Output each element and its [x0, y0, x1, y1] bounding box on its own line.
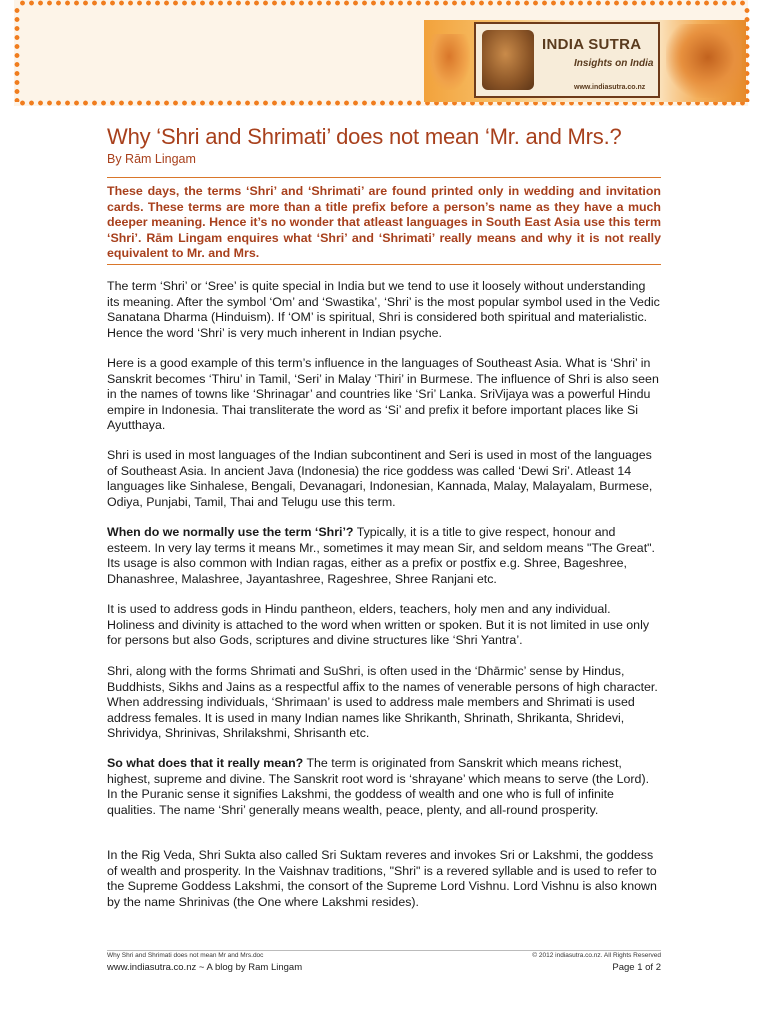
paragraph-5: It is used to address gods in Hindu pantheon, elders, teachers, holy men and any individual. Holiness and divinity is attached to the word when written or spoken. But it is not limited in use only for persons but also Gods, scriptures and divine structures like ‘Shri Yantra’.: [107, 602, 650, 648]
section-heading-meaning: So what does that it really mean?: [107, 756, 304, 770]
paragraph-2: Here is a good example of this term’s influence in the languages of Southeast Asia. What is ‘Shri’ in Sanskrit becomes ‘Thiru’ in Tamil, ‘Seri’ in Malay ‘Thiri’ in Burmese. The influence of Shri is also seen in the names of towns like ‘Shrinagar’ and countries like ‘Sri’ Lanka. SriVijaya was a powerful Hindu empire in Indonesia. Thai transliterate the word as ‘Si’ and prefix it before important places like Si Ayutthaya.: [107, 356, 659, 433]
article-title: Why ‘Shri and Shrimati’ does not mean ‘Mr. and Mrs.?: [107, 124, 622, 149]
paragraph-7: So what does that it really mean? The term is originated from Sanskrit which means richest, highest, supreme and divine. The Sanskrit root word is ‘shrayane’ which means to serve (the Lord). In the Puranic sense it signifies Lakshmi, the goddess of wealth and one who is full of infinite qualities. The name ‘Shri’ generally means wealth, peace, plenty, and all-round prosperity.: [107, 756, 650, 817]
decorative-art-left: [428, 34, 470, 90]
paragraph-4: When do we normally use the term ‘Shri’? Typically, it is a title to give respect, honour and esteem. In very lay terms it means Mr., sometimes it may mean Sir, and seldom means "The Great". Its usage is also common with Indian ragas, either as a prefix or postfix e.g. Shree, Bageshree, Dhanashree, Malashree, Jayantashree, Rageshree, Shree Ranjani etc.: [107, 525, 655, 586]
footer-blog-link[interactable]: www.indiasutra.co.nz ~ A blog by Ram Lingam: [107, 962, 303, 973]
footer-doc-name: Why Shri and Shrimati does not mean Mr and Mrs.doc: [107, 952, 264, 959]
footer-rule: [107, 950, 661, 951]
header-dotted-border-left: [14, 6, 20, 102]
brand-name: INDIA SUTRA: [542, 36, 642, 53]
paragraph-8: In the Rig Veda, Shri Sukta also called Sri Suktam reveres and invokes Sri or Lakshmi, the goddess of wealth and prosperity. In the Vaishnav traditions, "Shri" is a revered syllable and is used to refer to the Supreme Goddess Lakshmi, the consort of the Supreme Lord Vishnu. Lord Vishnu is also known by the name Shrinivas (the One where Lakshmi resides).: [107, 848, 657, 909]
logo-box: [474, 22, 660, 98]
india-sutra-logo-banner: [424, 20, 746, 102]
intro-top-rule: [107, 177, 661, 178]
brand-url: www.indiasutra.co.nz: [574, 84, 646, 91]
footer-page-number: Page 1 of 2: [612, 962, 661, 973]
brand-tagline: Insights on India: [574, 58, 654, 69]
paragraph-1: The term ‘Shri’ or ‘Sree’ is quite special in India but we tend to use it loosely without understanding its meaning. After the symbol ‘Om’ and ‘Swastika’, ‘Shri’ is the most popular symbol used in the Vedic Sanatana Dharma (Hinduism). If ‘OM’ is spiritual, Shri is considered both spiritual and materialistic. Hence the word ‘Shri’ is very much inherent in Indian psyche.: [107, 279, 660, 340]
paragraph-6: Shri, along with the forms Shrimati and SuShri, is often used in the ‘Dhārmic’ sense by Hindus, Buddhists, Sikhs and Jains as a respectful affix to the names of venerable persons of high character. When addressing individuals, ‘Shrimaan’ is used to address male members and Shrimati is used address females. It is used in many Indian names like Shrikanth, Shrinath, Shrikanta, Shridevi, Shrividya, Shrinivas, Shrilakshmi, Shrisanth etc.: [107, 664, 658, 741]
paragraph-3: Shri is used in most languages of the Indian subcontinent and Seri is used in most of the languages of Southeast Asia. In ancient Java (Indonesia) the rice goddess was called ‘Dewi Sri’. Atleast 14 languages like Sinhalese, Bengali, Devanagari, Indonesian, Kannada, Malay, Malayalam, Burmese, Odiya, Punjabi, Tamil, Thai and Telugu use this term.: [107, 448, 653, 509]
article-byline: By Rām Lingam: [107, 152, 196, 166]
article-intro: These days, the terms ‘Shri’ and ‘Shrimati’ are found printed only in wedding and invitation cards. These terms are more than a title prefix before a person’s name as they have a much deeper meaning. Hence it’s no wonder that atleast languages in South East Asia use this term ‘Shri’. Rām Lingam enquires what ‘Shri’ and ‘Shrimati’ really means and why it is not really equivalent to Mr. and Mrs.: [107, 184, 661, 261]
decorative-art-right: [666, 24, 742, 98]
ganesha-icon: [482, 30, 534, 90]
section-heading-usage: When do we normally use the term ‘Shri’?: [107, 525, 354, 539]
footer-copyright: © 2012 indiasutra.co.nz. All Rights Reserved: [532, 952, 661, 959]
header-dotted-border-top: [18, 0, 746, 6]
intro-bottom-rule: [107, 264, 661, 265]
